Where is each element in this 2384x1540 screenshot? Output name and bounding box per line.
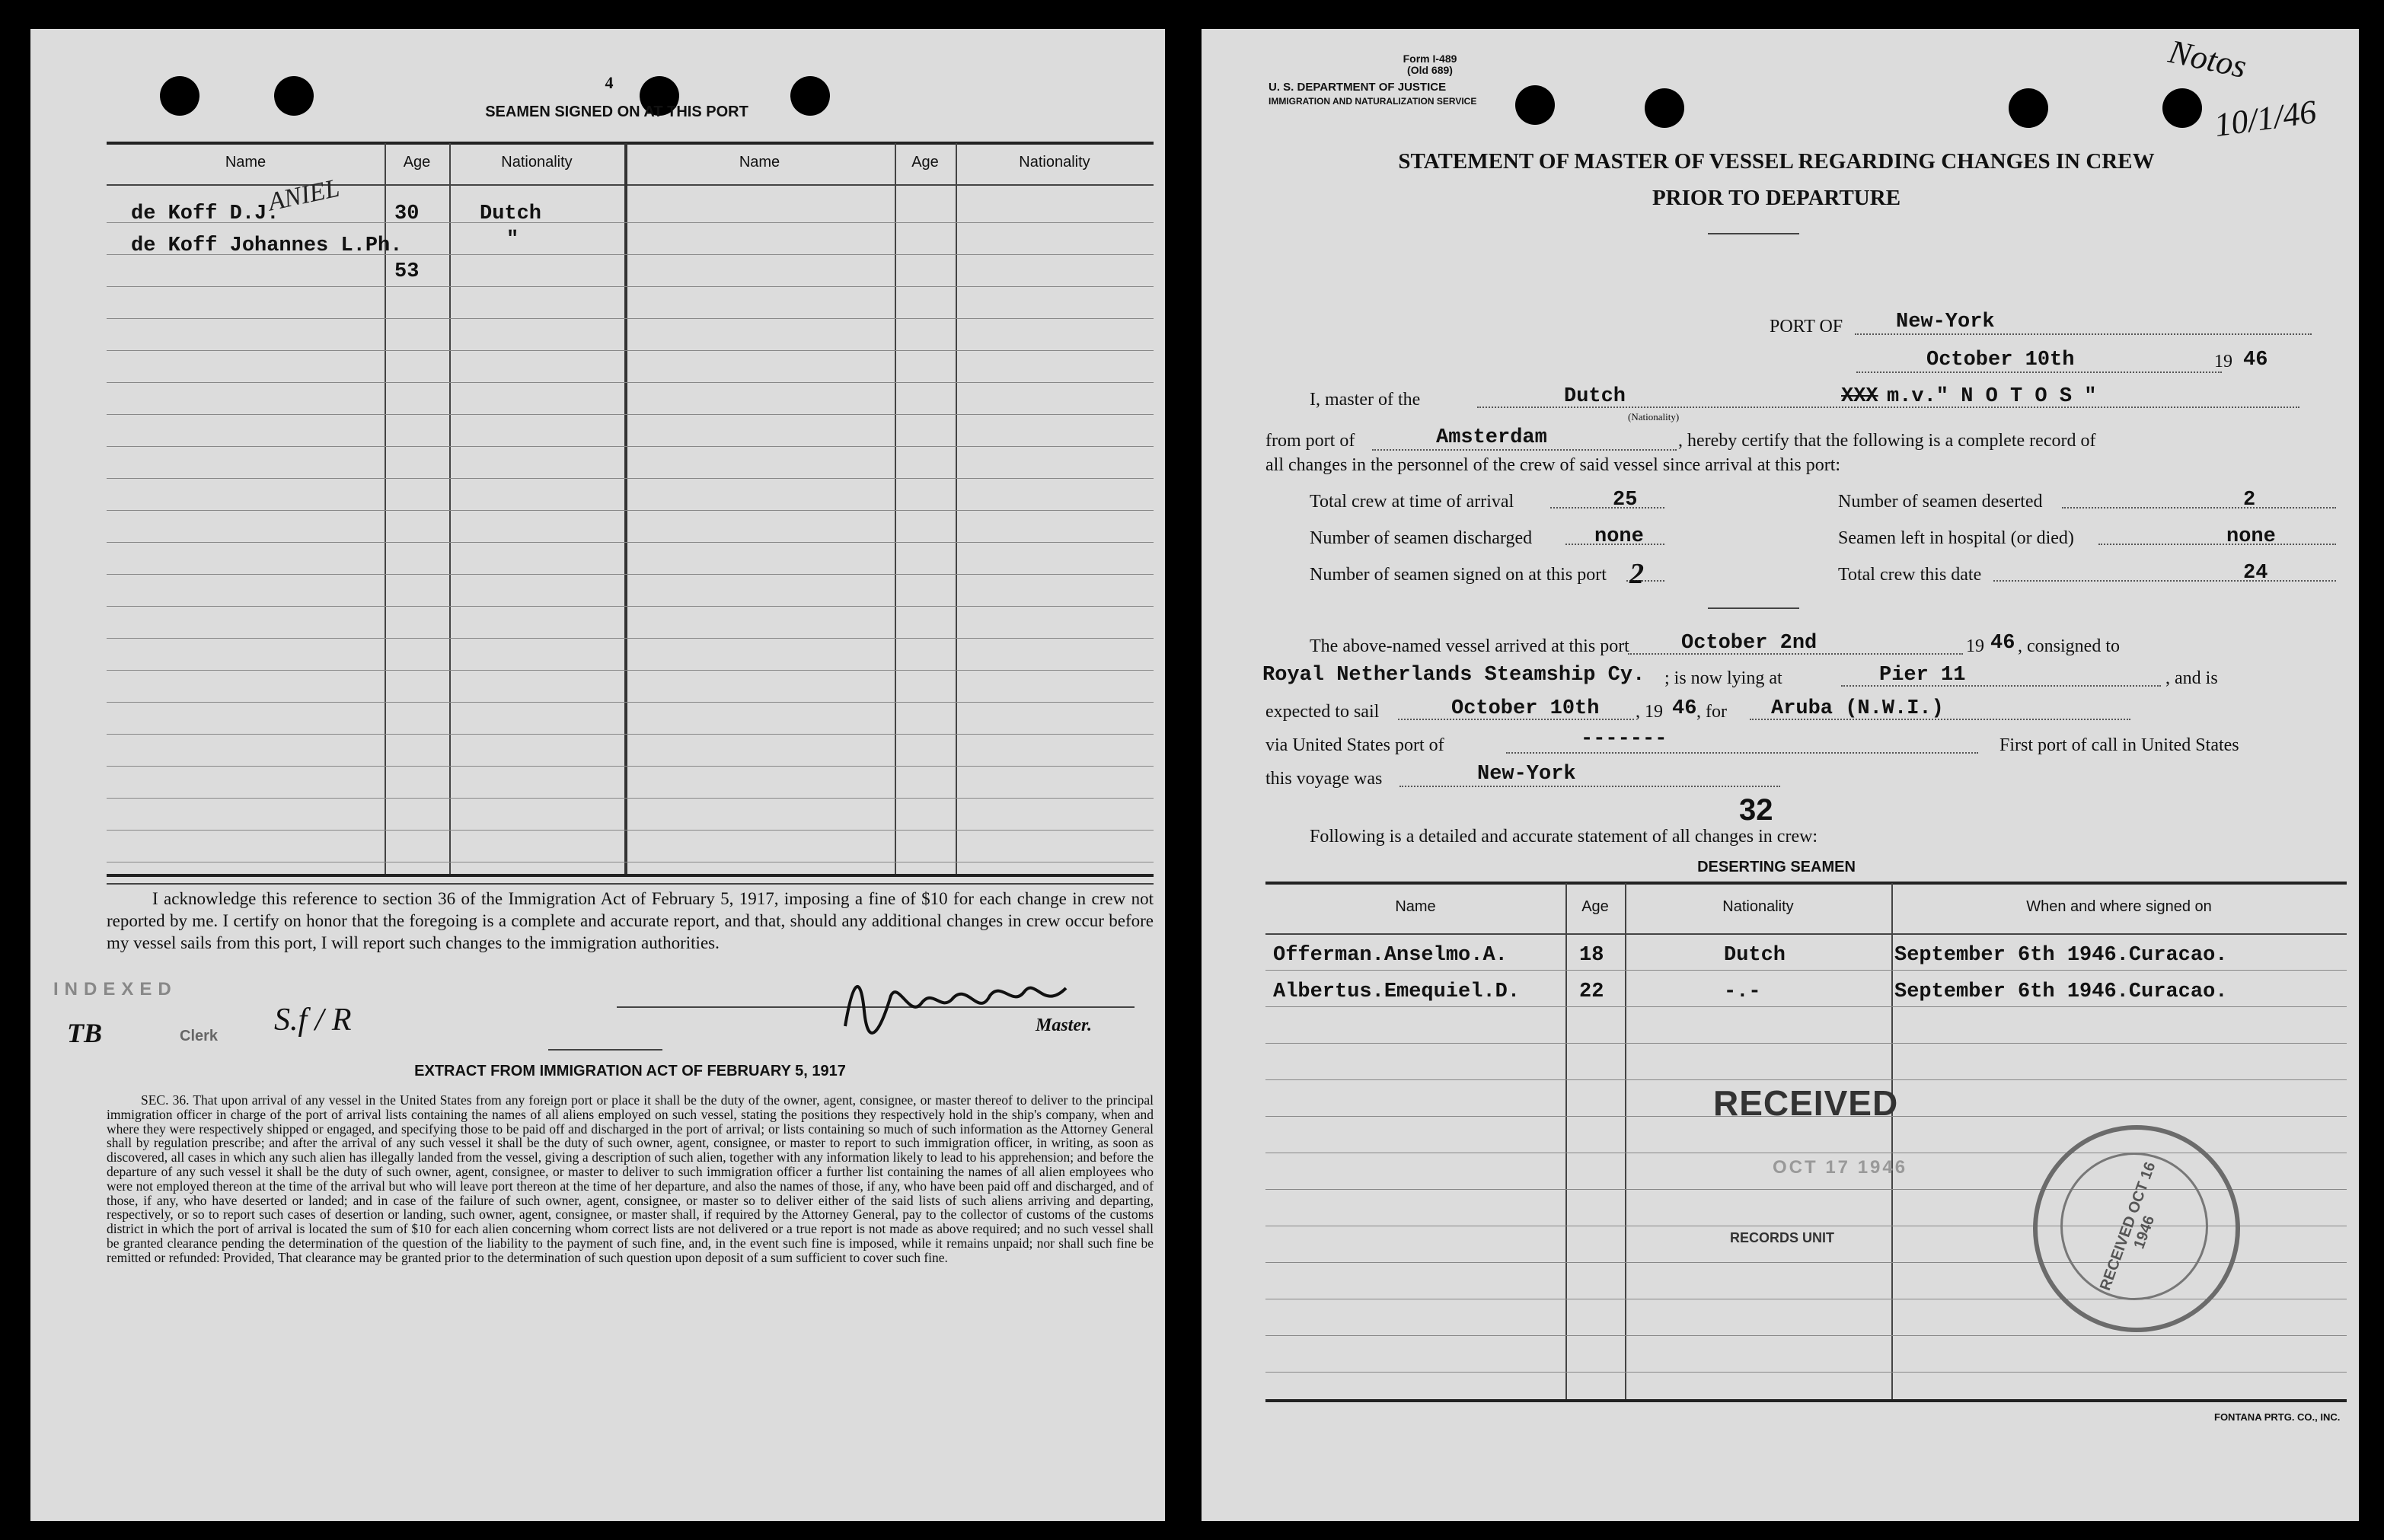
deserter-1-name: Offerman.Anselmo.A. bbox=[1273, 944, 1508, 967]
clerk-handwriting: S.f / R bbox=[274, 1003, 352, 1038]
row-rule bbox=[107, 830, 1154, 831]
total-crew-today: 24 bbox=[2243, 562, 2268, 585]
deserting-header-signed: When and where signed on bbox=[2026, 898, 2212, 915]
department: U. S. DEPARTMENT OF JUSTICE bbox=[1269, 81, 1447, 94]
following-text: Following is a detailed and accurate statement of all changes in crew: bbox=[1310, 827, 1818, 847]
col-divider bbox=[956, 143, 957, 874]
deserted: 2 bbox=[2243, 489, 2256, 512]
discharged-label: Number of seamen discharged bbox=[1310, 528, 1533, 548]
hospital-label: Seamen left in hospital (or died) bbox=[1838, 528, 2074, 548]
round-received-stamp bbox=[2033, 1125, 2240, 1332]
form-number-text: Form I-489 bbox=[1403, 53, 1457, 65]
title-rule bbox=[548, 1049, 662, 1051]
expected-date: October 10th bbox=[1451, 697, 1600, 720]
voyage-value: New-York bbox=[1477, 763, 1576, 786]
row-2-age: 53 bbox=[394, 260, 420, 283]
stat-dots bbox=[2062, 507, 2336, 509]
col-divider bbox=[1625, 883, 1626, 1399]
deserter-2-nationality: -.- bbox=[1724, 980, 1761, 1003]
expected-year: 46 bbox=[1672, 697, 1697, 720]
deserter-1-nationality: Dutch bbox=[1724, 944, 1786, 967]
signed-on: 2 bbox=[1629, 558, 1644, 590]
year-value: 46 bbox=[2243, 349, 2268, 371]
deserter-2-age: 22 bbox=[1579, 980, 1604, 1003]
row-rule bbox=[107, 702, 1154, 703]
margin-number: 32 bbox=[1739, 793, 1773, 827]
header-name: Name bbox=[225, 154, 266, 171]
consigned-label: , consigned to bbox=[2018, 636, 2120, 656]
row-rule bbox=[107, 350, 1154, 351]
stats-rule bbox=[1708, 607, 1799, 609]
date-dots bbox=[1856, 371, 2222, 373]
signed-on-heading: SEAMEN SIGNED ON AT THIS PORT bbox=[485, 104, 748, 120]
old-form-text: (Old 689) bbox=[1407, 64, 1453, 76]
hospital: none bbox=[2226, 525, 2276, 548]
row-2-name: de Koff Johannes L.Ph. bbox=[131, 234, 403, 257]
arrived-date: October 2nd bbox=[1681, 632, 1818, 655]
clerk-initials: TB bbox=[67, 1018, 103, 1048]
master-of-label: I, master of the bbox=[1310, 390, 1421, 410]
received-date-stamp: OCT 17 1946 bbox=[1773, 1157, 1908, 1178]
vessel-nationality: Dutch bbox=[1564, 385, 1626, 408]
deserter-2-name: Albertus.Emequiel.D. bbox=[1273, 980, 1521, 1003]
header-age: Age bbox=[403, 154, 431, 171]
punch-hole bbox=[2009, 88, 2048, 128]
header-age-2: Age bbox=[911, 154, 939, 171]
via-label: via United States port of bbox=[1265, 735, 1444, 755]
punch-hole bbox=[1645, 88, 1684, 128]
row-1-age: 30 bbox=[394, 202, 420, 225]
form-number bbox=[1354, 53, 1506, 76]
printer-imprint: FONTANA PRTG. CO., INC. bbox=[2214, 1411, 2341, 1423]
certify-text-2: all changes in the personnel of the crew of said vessel since arrival at this port: bbox=[1265, 455, 1841, 475]
row-rule bbox=[107, 510, 1154, 511]
col-divider bbox=[449, 143, 451, 874]
row-rule bbox=[107, 734, 1154, 735]
stat-dots bbox=[1550, 507, 1664, 509]
arrived-year: 46 bbox=[1990, 632, 2015, 655]
deserted-label: Number of seamen deserted bbox=[1838, 492, 2043, 512]
deserter-2-signed: September 6th 1946.Curacao. bbox=[1894, 980, 2228, 1003]
nationality-caption: (Nationality) bbox=[1628, 411, 1680, 422]
clerk-label: Clerk bbox=[180, 1028, 219, 1044]
extract-title: EXTRACT FROM IMMIGRATION ACT OF FEBRUARY 5, 1917 bbox=[414, 1063, 846, 1079]
row-rule bbox=[107, 606, 1154, 607]
punch-hole bbox=[1515, 85, 1555, 125]
received-stamp: RECEIVED bbox=[1713, 1083, 1899, 1123]
page-number: 4 bbox=[605, 73, 614, 92]
table-double-rule bbox=[107, 883, 1154, 885]
port-value: New-York bbox=[1896, 311, 1995, 333]
port-dots bbox=[1855, 333, 2312, 335]
deserting-header-name: Name bbox=[1395, 898, 1436, 915]
master-label: Master. bbox=[1036, 1016, 1093, 1035]
right-page bbox=[1202, 29, 2359, 1521]
via-value: ------- bbox=[1581, 728, 1668, 751]
deserting-table-bottom bbox=[1265, 1399, 2347, 1402]
for-label: , for bbox=[1696, 702, 1727, 722]
document-title: STATEMENT OF MASTER OF VESSEL REGARDING CHANGES IN CREW bbox=[1398, 149, 2155, 174]
round-stamp-text: RECEIVED OCT 16 1946 bbox=[2096, 1159, 2159, 1293]
handwritten-date: 10/1/46 bbox=[2212, 92, 2319, 145]
indexed-stamp: INDEXED bbox=[53, 979, 177, 1000]
vessel-name: m.v." N O T O S " bbox=[1887, 385, 2097, 408]
row-rule bbox=[107, 542, 1154, 543]
date-value: October 10th bbox=[1926, 349, 2075, 371]
acknowledgement-text: I acknowledge this reference to section 36 of the Immigration Act of February 5, 1917, imposing a fine of $10 for each change in crew not reported by me. I certify on honor that the foregoing is a complete and accurate report, and that, should any additional changes in crew occur before my vessel sails from this port, I will report such changes to the immigration authorities. bbox=[107, 889, 1154, 952]
row-1-nationality: Dutch bbox=[480, 202, 542, 225]
and-is-label: , and is bbox=[2165, 668, 2218, 688]
table-top-rule bbox=[107, 142, 1154, 145]
col-divider bbox=[624, 143, 627, 874]
row-rule bbox=[107, 670, 1154, 671]
certify-text: , hereby certify that the following is a complete record of bbox=[1678, 431, 2096, 451]
row-rule bbox=[107, 446, 1154, 447]
table-header-rule bbox=[107, 184, 1154, 186]
expected-label: expected to sail bbox=[1265, 702, 1380, 722]
document-subtitle: PRIOR TO DEPARTURE bbox=[1652, 186, 1901, 210]
header-nationality: Nationality bbox=[501, 154, 573, 171]
row-rule bbox=[1265, 1372, 2347, 1373]
col-divider bbox=[1891, 883, 1893, 1399]
service: IMMIGRATION AND NATURALIZATION SERVICE bbox=[1269, 96, 1477, 107]
deserter-1-signed: September 6th 1946.Curacao. bbox=[1894, 944, 2228, 967]
row-rule bbox=[107, 766, 1154, 767]
total-crew-arrival: 25 bbox=[1613, 489, 1638, 512]
extract-text: SEC. 36. That upon arrival of any vessel in the United States from any foreign port or place it shall be the duty of the owner, agent, consignee, or master thereof to deliver to the principal immigration officer in charge of the port of arrival lists containing the names of all aliens employed on such vessel, stating the positions they respectively hold in the ship's company, when and where they were respectively shipped or engaged, and specifying those to be paid off and discharged in the port of arrival; or lists containing so much of such information as the Attorney General shall by regulation prescribe; and after the arrival of any such vessel it shall be the duty of such owner, agent, consignee, or master to report to such immigration officer, in writing, as soon as discovered, all cases in which any such alien has illegally landed from the vessel, giving a description of such alien, together with any information likely to lead to his apprehension; and before the departure of any such vessel it shall be the duty of such owner, agent, consignee, or master to deliver to such immigration officer a further list containing the names of all alien employees who were not employed thereon at the time of the arrival but who will leave port thereon at the time of her departure, and also the names of those, if any, who have been paid off and discharged, and of those, if any, who have deserted or landed; and in case of the failure of such owner, agent, consignee, or master so to deliver either of the said lists of such aliens arriving and departing, respectively, or so to report such cases of desertion or landing, such owner, agent, consignee, or master shall, if required by the Attorney General, pay to the collector of customs of the customs district in which the port of arrival is located the sum of $10 for each alien concerning whom correct lists are not delivered or a true report is not made as above required; and no such vessel shall be granted clearance pending the determination of the question of the liability to the payment of such fine, and, in the event such fine is imposed, while it remains unpaid; nor shall such fine be remitted or refunded: Provided, That clearance may be granted prior to the determination of such question upon deposit of a sum sufficient to cover such fine. bbox=[107, 1092, 1154, 1265]
discharged: none bbox=[1594, 525, 1644, 548]
punch-hole bbox=[160, 76, 199, 116]
deserting-header-age: Age bbox=[1581, 898, 1609, 915]
row-rule bbox=[107, 798, 1154, 799]
row-rule bbox=[107, 286, 1154, 287]
handwritten-vessel-name: Notos bbox=[2165, 32, 2250, 86]
master-signature bbox=[838, 965, 1081, 1049]
deserting-header-rule bbox=[1265, 933, 2347, 935]
from-port-label: from port of bbox=[1265, 431, 1355, 451]
destination: Aruba (N.W.I.) bbox=[1771, 697, 1944, 720]
total-crew-today-label: Total crew this date bbox=[1838, 565, 1982, 585]
from-port-dots bbox=[1372, 449, 1677, 451]
table-bottom-rule bbox=[107, 874, 1154, 877]
row-rule bbox=[1265, 1043, 2347, 1044]
row-rule bbox=[1265, 1006, 2347, 1007]
handwritten-annotation: ANIEL bbox=[266, 174, 343, 217]
vessel-strikeout: XXX bbox=[1841, 385, 1878, 408]
punch-hole bbox=[2162, 88, 2202, 128]
row-rule bbox=[107, 478, 1154, 479]
row-rule bbox=[1265, 1079, 2347, 1080]
signed-on-label: Number of seamen signed on at this port bbox=[1310, 565, 1607, 585]
lying-value: Pier 11 bbox=[1879, 664, 1966, 687]
stat-dots bbox=[1993, 580, 2336, 582]
row-2-nationality: " bbox=[506, 228, 519, 251]
deserting-heading: DESERTING SEAMEN bbox=[1697, 859, 1856, 875]
voyage-label: this voyage was bbox=[1265, 769, 1383, 789]
deserting-header-nationality: Nationality bbox=[1722, 898, 1794, 915]
row-rule bbox=[107, 414, 1154, 415]
left-page bbox=[30, 29, 1165, 1521]
port-label: PORT OF bbox=[1770, 317, 1843, 336]
arrived-year-prefix: 19 bbox=[1966, 636, 1984, 656]
expected-year-prefix: , 19 bbox=[1636, 702, 1663, 722]
first-port-label: First port of call in United States bbox=[1999, 735, 2239, 755]
lying-label: ; is now lying at bbox=[1664, 668, 1782, 688]
row-rule bbox=[1265, 1335, 2347, 1336]
row-rule bbox=[107, 382, 1154, 383]
year-prefix: 19 bbox=[2214, 352, 2232, 371]
consignee: Royal Netherlands Steamship Cy. bbox=[1262, 664, 1645, 687]
row-rule bbox=[1265, 970, 2347, 971]
title-rule bbox=[1708, 233, 1799, 234]
voyage-dots bbox=[1399, 786, 1780, 787]
stat-dots bbox=[2098, 544, 2336, 545]
records-unit-stamp: RECORDS UNIT bbox=[1730, 1230, 1835, 1245]
arrived-label: The above-named vessel arrived at this port bbox=[1310, 636, 1629, 656]
col-divider bbox=[1565, 883, 1567, 1399]
row-rule bbox=[107, 638, 1154, 639]
col-divider bbox=[895, 143, 896, 874]
header-name-2: Name bbox=[739, 154, 780, 171]
row-1-name: de Koff D.J. bbox=[131, 202, 279, 225]
total-crew-arrival-label: Total crew at time of arrival bbox=[1310, 492, 1514, 512]
via-dots bbox=[1506, 752, 1978, 754]
punch-hole bbox=[274, 76, 314, 116]
from-port-value: Amsterdam bbox=[1436, 426, 1547, 449]
deserting-table-top bbox=[1265, 882, 2347, 885]
row-rule bbox=[107, 574, 1154, 575]
header-nationality-2: Nationality bbox=[1019, 154, 1090, 171]
row-rule bbox=[107, 318, 1154, 319]
deserter-1-age: 18 bbox=[1579, 944, 1604, 967]
